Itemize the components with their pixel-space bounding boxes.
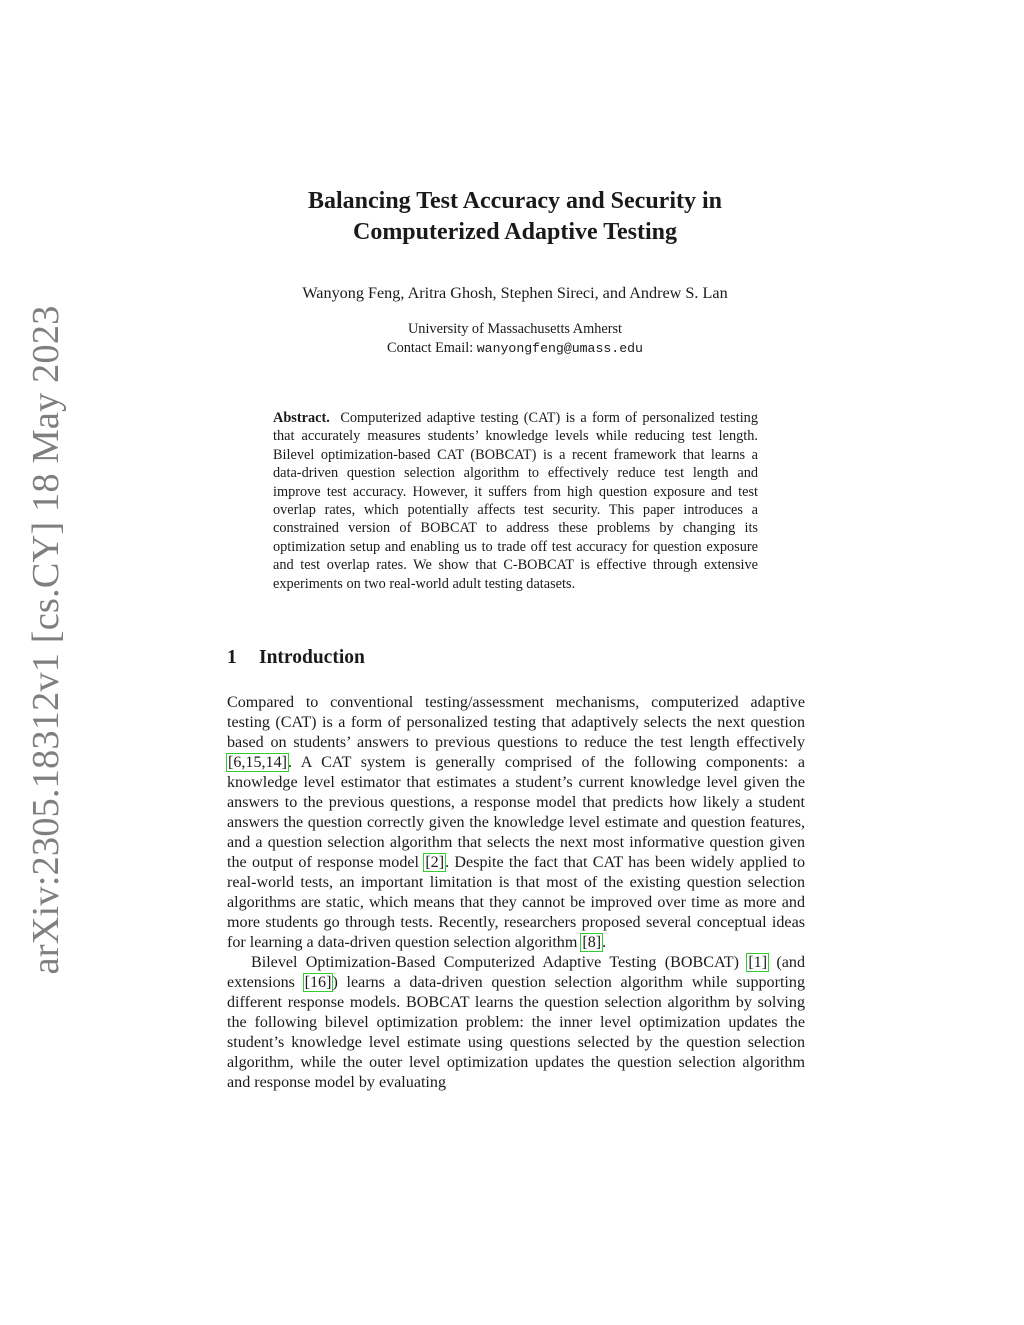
paragraph-text: ) learns a data-driven question selection algorithm while supporting different response models. BOBCAT learns the question selection algorithm by solving the following bilevel optimization problem: the inner level optimization updates the student’s knowledge level estimate using questions selected by the question selection algorithm, while the outer level optimization updates the question selection algorithm and response model by evaluating — [227, 974, 805, 1091]
paragraph-text: Compared to conventional testing/assessment mechanisms, computerized adaptive testing (CAT) is a form of personalized testing that adaptively selects the next question based on students’ answers to previous questions to reduce the test length effectively — [227, 694, 805, 751]
arxiv-identifier[interactable]: arXiv:2305.18312v1 [cs.CY] 18 May 2023 — [25, 305, 67, 975]
contact-label: Contact Email: — [387, 340, 477, 356]
paper-title — [190, 186, 840, 248]
contact-line — [190, 339, 840, 358]
abstract-text: Computerized adaptive testing (CAT) is a form of personalized testing that accurately measures students’ knowledge levels while reducing test length. Bilevel optimization-based CAT (BOBCAT) is a recent framework that learns a data-driven question selection algorithm to effectively reduce test length and improve test accuracy. However, it suffers from high question exposure and test overlap rates, which potentially affects test security. This paper introduces a constrained version of BOBCAT to address these problems by changing its optimization setup and enabling us to trade off test accuracy for question exposure and test overlap rates. We show that C-BOBCAT is effective through extensive experiments on two real-world adult testing datasets. — [273, 410, 758, 592]
affiliation-block — [190, 320, 840, 358]
citation-link[interactable]: [6,15,14] — [228, 754, 287, 771]
citation-link[interactable]: [1] — [748, 954, 768, 971]
paragraph-text: . A CAT system is generally comprised of the following components: a knowledge level estimator that estimates a student’s current knowledge level given the answers to the previous questions, a response model that predicts how likely a student answers the question correctly given the knowledge level estimate and question features, and a question selection algorithm that selects the next most informative question given the output of response model — [227, 754, 805, 871]
citation-link[interactable]: [2] — [425, 854, 445, 871]
section-heading — [227, 647, 807, 669]
paragraph-text: . — [602, 934, 607, 951]
abstract-label: Abstract. — [273, 410, 330, 426]
paragraph-text: . Despite the fact that CAT has been widely applied to real-world tests, an important limitation is that most of the existing question selection algorithms are static, which means that they cannot be improved over time as more and more students go through tests. Recently, researchers proposed several conceptual ideas for learning a data-driven question selection algorithm — [227, 854, 805, 951]
author-list: Wanyong Feng, Aritra Ghosh, Stephen Sireci, and Andrew S. Lan — [302, 284, 728, 302]
section-title: Introduction — [259, 647, 365, 668]
paragraph-1 — [227, 693, 805, 953]
title-line-1: Balancing Test Accuracy and Security in — [307, 188, 723, 214]
contact-email[interactable]: wanyongfeng@umass.edu — [476, 341, 643, 356]
paragraph-text: (and extensions — [227, 954, 805, 991]
title-line-2: Computerized Adaptive Testing — [352, 219, 678, 245]
section-number: 1 — [227, 647, 237, 668]
section-body — [227, 693, 805, 1093]
paragraph-text: Bilevel Optimization-Based Computerized Adaptive Testing (BOBCAT) — [251, 954, 748, 971]
abstract — [273, 409, 758, 593]
affiliation: University of Massachusetts Amherst — [407, 321, 623, 337]
citation-link[interactable]: [8] — [582, 934, 602, 951]
paragraph-2 — [227, 953, 805, 1093]
citation-link[interactable]: [16] — [304, 974, 332, 991]
